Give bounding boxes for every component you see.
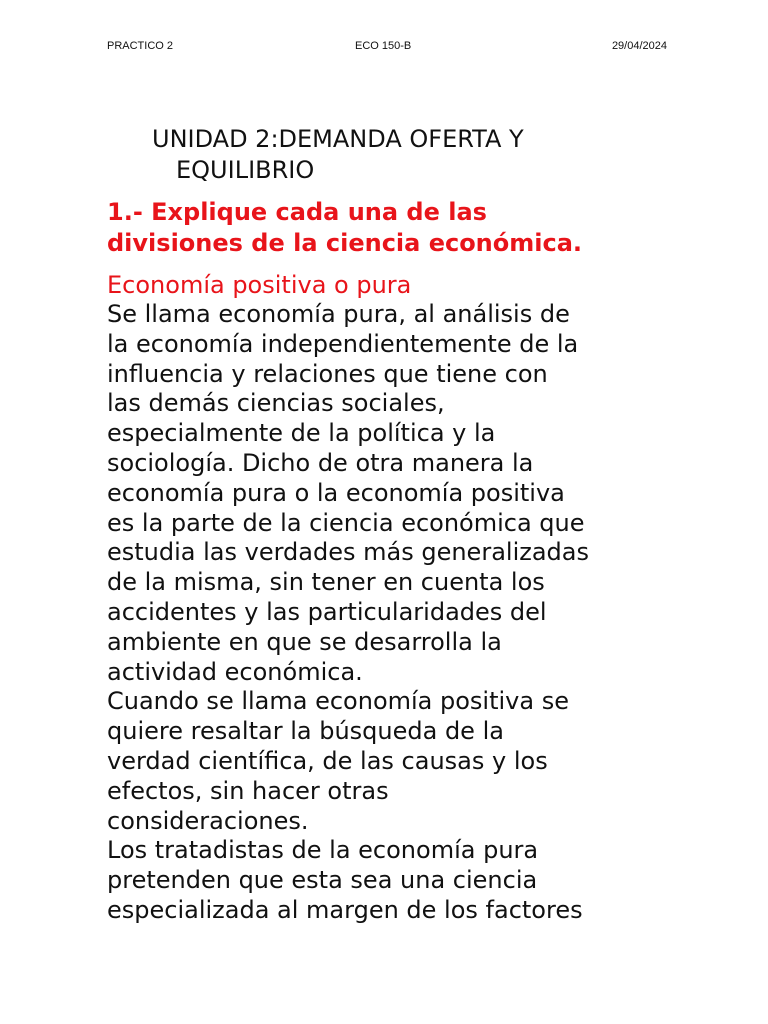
header-center-text: ECO 150-B — [355, 40, 412, 52]
body-line: Se llama economía pura, al análisis de — [107, 300, 570, 328]
body-line: accidentes y las particularidades del — [107, 597, 547, 626]
body-line: consideraciones. — [107, 806, 309, 835]
body-line: especialmente de la política y la — [107, 419, 496, 448]
body-line: estudia las verdades más generalizadas — [107, 538, 589, 567]
body-line: influencia y relaciones que tiene con — [107, 359, 548, 388]
page-title-line-1: UNIDAD 2:DEMANDA OFERTA Y — [152, 125, 524, 153]
page-title-line-2: EQUILIBRIO — [176, 156, 315, 184]
body-paragraphs — [107, 300, 707, 926]
body-line: sociología. Dicho de otra manera la — [107, 448, 534, 477]
body-line: quiere resaltar la búsqueda de la — [107, 717, 504, 746]
page-title — [152, 124, 622, 186]
header-left-text: PRACTICO 2 — [107, 40, 174, 52]
body-line: actividad económica. — [107, 657, 363, 686]
body-line: Los tratadistas de la economía pura — [107, 836, 539, 865]
body-line: economía pura o la economía positiva — [107, 478, 565, 507]
section-heading: Economía positiva o pura — [107, 271, 412, 299]
body-line: especializada al margen de los factores — [107, 895, 583, 924]
body-line: las demás ciencias sociales, — [107, 389, 445, 418]
question-heading-line-2: divisiones de la ciencia económica. — [107, 229, 583, 257]
page-header — [107, 40, 667, 56]
question-heading-line-1: 1.- Explique cada una de las — [107, 198, 487, 226]
header-date: 29/04/2024 — [611, 40, 667, 52]
body-line: la economía independientemente de la — [107, 329, 579, 358]
body-line: efectos, sin hacer otras — [107, 776, 389, 805]
body-line: Cuando se llama economía positiva se — [107, 687, 569, 716]
body-line: ambiente en que se desarrolla la — [107, 627, 502, 656]
body-line: verdad científica, de las causas y los — [107, 746, 548, 775]
body-line: pretenden que esta sea una ciencia — [107, 866, 538, 895]
body-line: es la parte de la ciencia económica que — [107, 508, 585, 537]
body-line: de la misma, sin tener en cuenta los — [107, 568, 545, 597]
question-heading — [107, 197, 707, 259]
